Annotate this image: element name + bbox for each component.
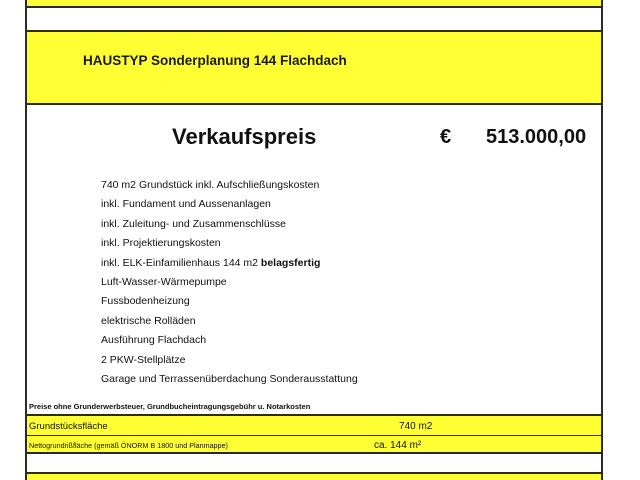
feature-item: Luft-Wasser-Wärmepumpe: [101, 275, 227, 288]
feature-item: inkl. Projektierungskosten: [101, 237, 221, 250]
title-band: [27, 30, 601, 105]
area-details-band: [27, 414, 601, 454]
top-highlight-band: [27, 0, 601, 8]
feature-item: [101, 254, 358, 273]
feature-list: [101, 176, 358, 389]
feature-item: inkl. Zuleitung- und Zusammenschlüsse: [101, 217, 287, 230]
feature-text: inkl. ELK-Einfamilienhaus 144 m2: [101, 256, 261, 269]
net-floor-area-label: Nettogrundrißfläche (gemäß ÖNORM B 1800 und Planmappe): [29, 441, 228, 450]
feature-item: inkl. Fundament und Aussenanlagen: [101, 198, 271, 211]
feature-item: Garage und Terrassenüberdachung Sonderausstattung: [101, 372, 358, 385]
bottom-highlight-band: [27, 472, 601, 480]
feature-item: 740 m2 Grundstück inkl. Aufschließungskosten: [101, 179, 320, 191]
feature-emphasis: belagsfertig: [260, 256, 321, 269]
currency-symbol: €: [440, 126, 452, 148]
feature-item: 2 PKW-Stellplätze: [101, 353, 186, 366]
feature-item: Ausführung Flachdach: [101, 334, 207, 347]
feature-item: elektrische Rolläden: [101, 314, 196, 327]
plot-area-label: Grundstücksfläche: [29, 421, 108, 432]
price-value: 513.000,00: [486, 126, 587, 148]
house-type-title: HAUSTYP Sonderplanung 144 Flachdach: [83, 53, 347, 68]
price-disclaimer: Preise ohne Grunderwerbsteuer, Grundbucheintragungsgebühr u. Notarkosten: [29, 402, 311, 411]
feature-item: Fussbodenheizung: [101, 295, 190, 308]
price-sheet: [25, 0, 603, 480]
net-floor-area-value: ca. 144 m²: [374, 440, 422, 451]
price-label: Verkaufspreis: [172, 124, 317, 149]
plot-area-value: 740 m2: [399, 421, 433, 432]
row-divider: [27, 435, 601, 436]
